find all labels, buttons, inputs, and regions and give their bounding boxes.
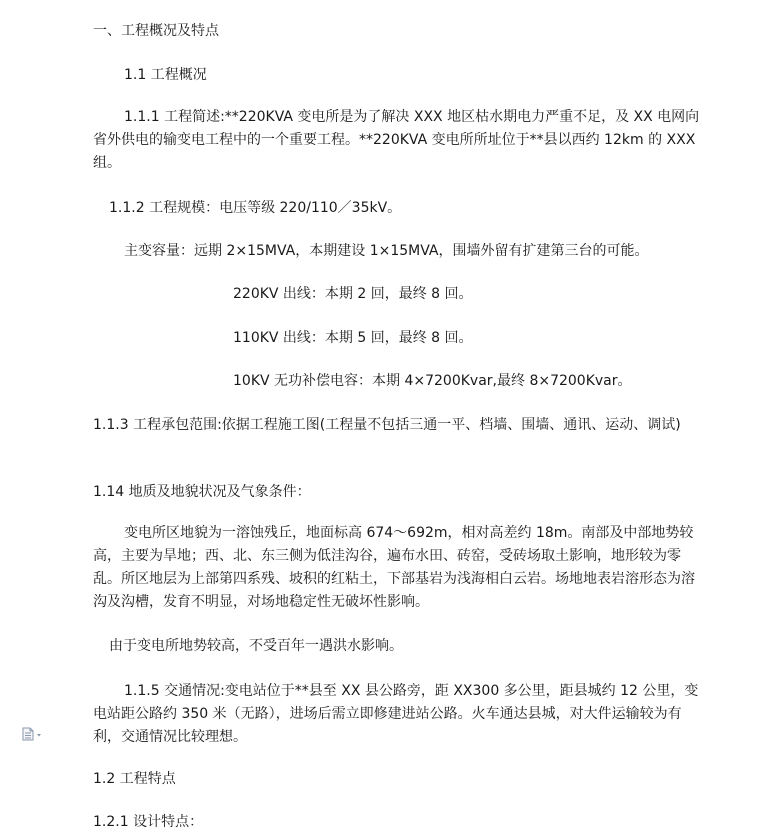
paragraph-geology: 变电所区地貌为一溶蚀残丘，地面标高 674～692m，相对高差约 18m。南部及中部地势较高，主要为旱地；西、北、东三侧为低洼沟谷，遍布水田、砖窑，受砖场取土影响，地形较为零乱。所区地层为上部第四系残、坡积的红粘土，下部基岩为浅海相白云岩。场地地表岩溶形态为溶沟及沟槽，发育不明显，对场地稳定性无破坏性影响。 <box>93 525 695 610</box>
paragraph-1-14: 1.14 地质及地貌状况及气象条件： <box>93 484 311 500</box>
paragraph-main-transformer: 主变容量：远期 2×15MVA，本期建设 1×15MVA，围墙外留有扩建第三台的可能。 <box>124 243 649 259</box>
paragraph-110kv: 110KV 出线：本期 5 回，最终 8 回。 <box>233 330 473 346</box>
heading-1-1: 1.1 工程概况 <box>124 67 207 83</box>
document-icon[interactable] <box>22 727 44 741</box>
paragraph-1-1-2: 1.1.2 工程规模：电压等级 220/110／35kV。 <box>109 200 402 216</box>
paragraph-flood: 由于变电所地势较高，不受百年一遇洪水影响。 <box>109 638 403 654</box>
paragraph-1-1-5: 1.1.5 交通情况:变电站位于**县至 XX 县公路旁，距 XX300 多公里，距县城约 12 公里，变电站距公路约 350 米（无路），进场后需立即修建进站公路。火车通达县城，对大件运输较为有利，交通情况比较理想。 <box>93 683 699 745</box>
heading-1: 一、工程概况及特点 <box>93 23 219 39</box>
paragraph-10kv: 10KV 无功补偿电容：本期 4×7200Kvar,最终 8×7200Kvar。 <box>233 373 632 389</box>
paragraph-220kv: 220KV 出线：本期 2 回，最终 8 回。 <box>233 286 473 302</box>
paragraph-1-1-1: 1.1.1 工程简述:**220KVA 变电所是为了解决 XXX 地区枯水期电力严重不足，及 XX 电网向省外供电的输变电工程中的一个重要工程。**220KVA 变电所所址位于**县以西约 12km 的 XXX 组。 <box>93 109 700 171</box>
document-options-icon <box>22 727 44 741</box>
paragraph-1-1-3: 1.1.3 工程承包范围:依据工程施工图(工程量不包括三通一平、档墙、围墙、通讯、运动、调试) <box>93 417 681 433</box>
paragraph-1-2-1: 1.2.1 设计特点： <box>93 814 204 830</box>
heading-1-2: 1.2 工程特点 <box>93 771 176 787</box>
